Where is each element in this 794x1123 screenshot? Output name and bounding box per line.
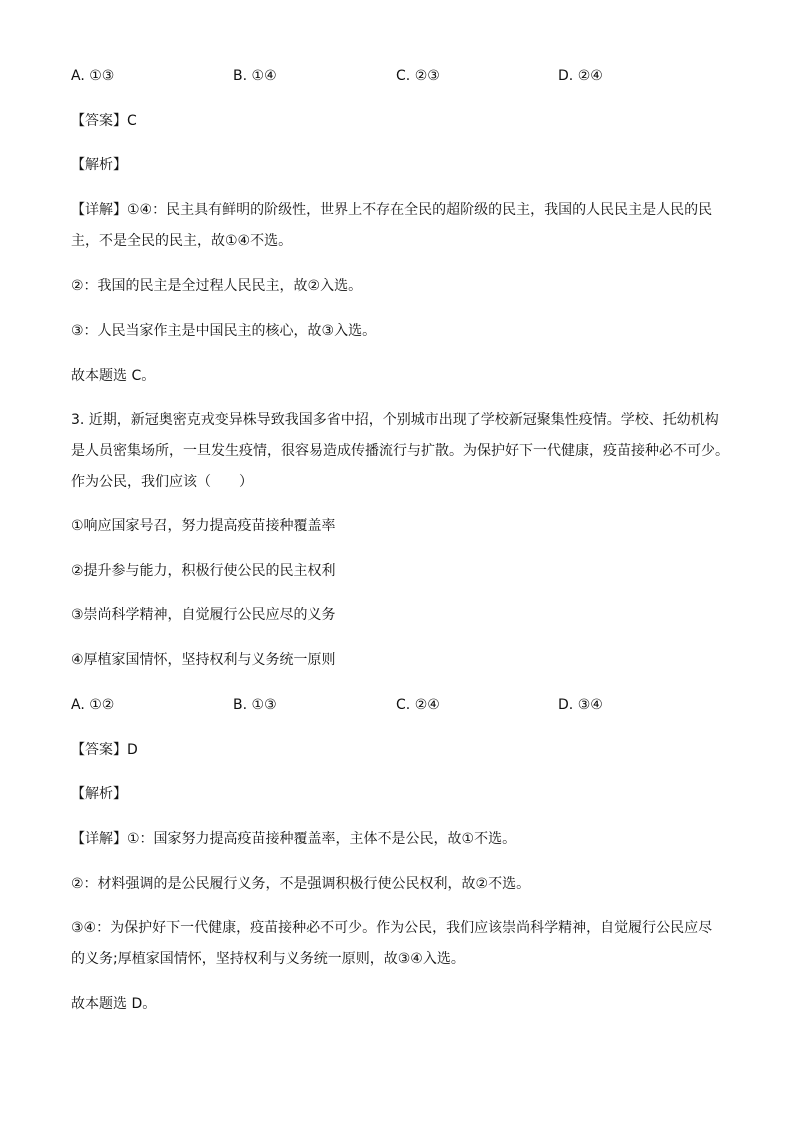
q2-conclusion: 故本题选 C。 — [71, 368, 156, 384]
q3-detail-2: ②：材料强调的是公民履行义务，不是强调积极行使公民权利，故②不选。 — [71, 876, 531, 892]
q3-option-a[interactable]: A. ①② — [71, 697, 115, 713]
answer-tag: 【答案】 — [71, 113, 127, 129]
q3-answer — [71, 740, 138, 760]
q2-detail-1: 【详解】①④：民主具有鲜明的阶级性，世界上不存在全民的超阶级的民主，我国的人民民主是人民的民 — [71, 202, 713, 218]
q3-item-2: ②提升参与能力，积极行使公民的民主权利 — [71, 563, 336, 579]
q2-detail-2: ②：我国的民主是全过程人民民主，故②入选。 — [71, 278, 363, 294]
q2-answer — [71, 111, 137, 131]
q2-detail-3: ③：人民当家作主是中国民主的核心，故③入选。 — [71, 323, 377, 339]
q3-item-3: ③崇尚科学精神，自觉履行公民应尽的义务 — [71, 607, 336, 623]
q3-stem-line-1: 3. 近期，新冠奥密克戎变异株导致我国多省中招，个别城市出现了学校新冠聚集性疫情。学校、托幼机构 — [71, 412, 719, 428]
q3-analysis-tag: 【解析】 — [71, 786, 127, 802]
q3-stem-line-3: 作为公民，我们应该（ ） — [71, 474, 253, 490]
q3-detail-1: 【详解】①：国家努力提高疫苗接种覆盖率，主体不是公民，故①不选。 — [71, 831, 517, 847]
answer-tag: 【答案】 — [71, 742, 127, 758]
q3-option-d[interactable]: D. ③④ — [558, 697, 603, 713]
q2-detail-1-cont: 主，不是全民的民主，故①④不选。 — [71, 233, 293, 249]
q3-conclusion: 故本题选 D。 — [71, 996, 157, 1012]
q2-option-a[interactable]: A. ①③ — [71, 68, 115, 84]
detail-tag: 【详解】 — [71, 831, 127, 847]
q3-item-1: ①响应国家号召，努力提高疫苗接种覆盖率 — [71, 518, 336, 534]
q3-stem-line-2: 是人员密集场所，一旦发生疫情，很容易造成传播流行与扩散。为保护好下一代健康，疫苗接种必不可少。 — [71, 443, 729, 459]
q2-analysis-tag: 【解析】 — [71, 157, 127, 173]
q2-option-b[interactable]: B. ①④ — [233, 68, 277, 84]
q3-item-4: ④厚植家国情怀，坚持权利与义务统一原则 — [71, 652, 336, 668]
q2-option-c[interactable]: C. ②③ — [396, 68, 440, 84]
detail-tag: 【详解】 — [71, 202, 127, 218]
q2-option-d[interactable]: D. ②④ — [558, 68, 603, 84]
q2-options-row — [71, 66, 731, 86]
answer-value: D — [127, 742, 138, 758]
answer-value: C — [127, 113, 137, 129]
q3-detail-3: ③④：为保护好下一代健康，疫苗接种必不可少。作为公民，我们应该崇尚科学精神，自觉履行公民应尽 — [71, 920, 713, 936]
q3-option-c[interactable]: C. ②④ — [396, 697, 440, 713]
q3-detail-3-cont: 的义务;厚植家国情怀，坚持权利与义务统一原则，故③④入选。 — [71, 951, 465, 967]
q3-option-b[interactable]: B. ①③ — [233, 697, 277, 713]
q3-options-row — [71, 695, 731, 715]
